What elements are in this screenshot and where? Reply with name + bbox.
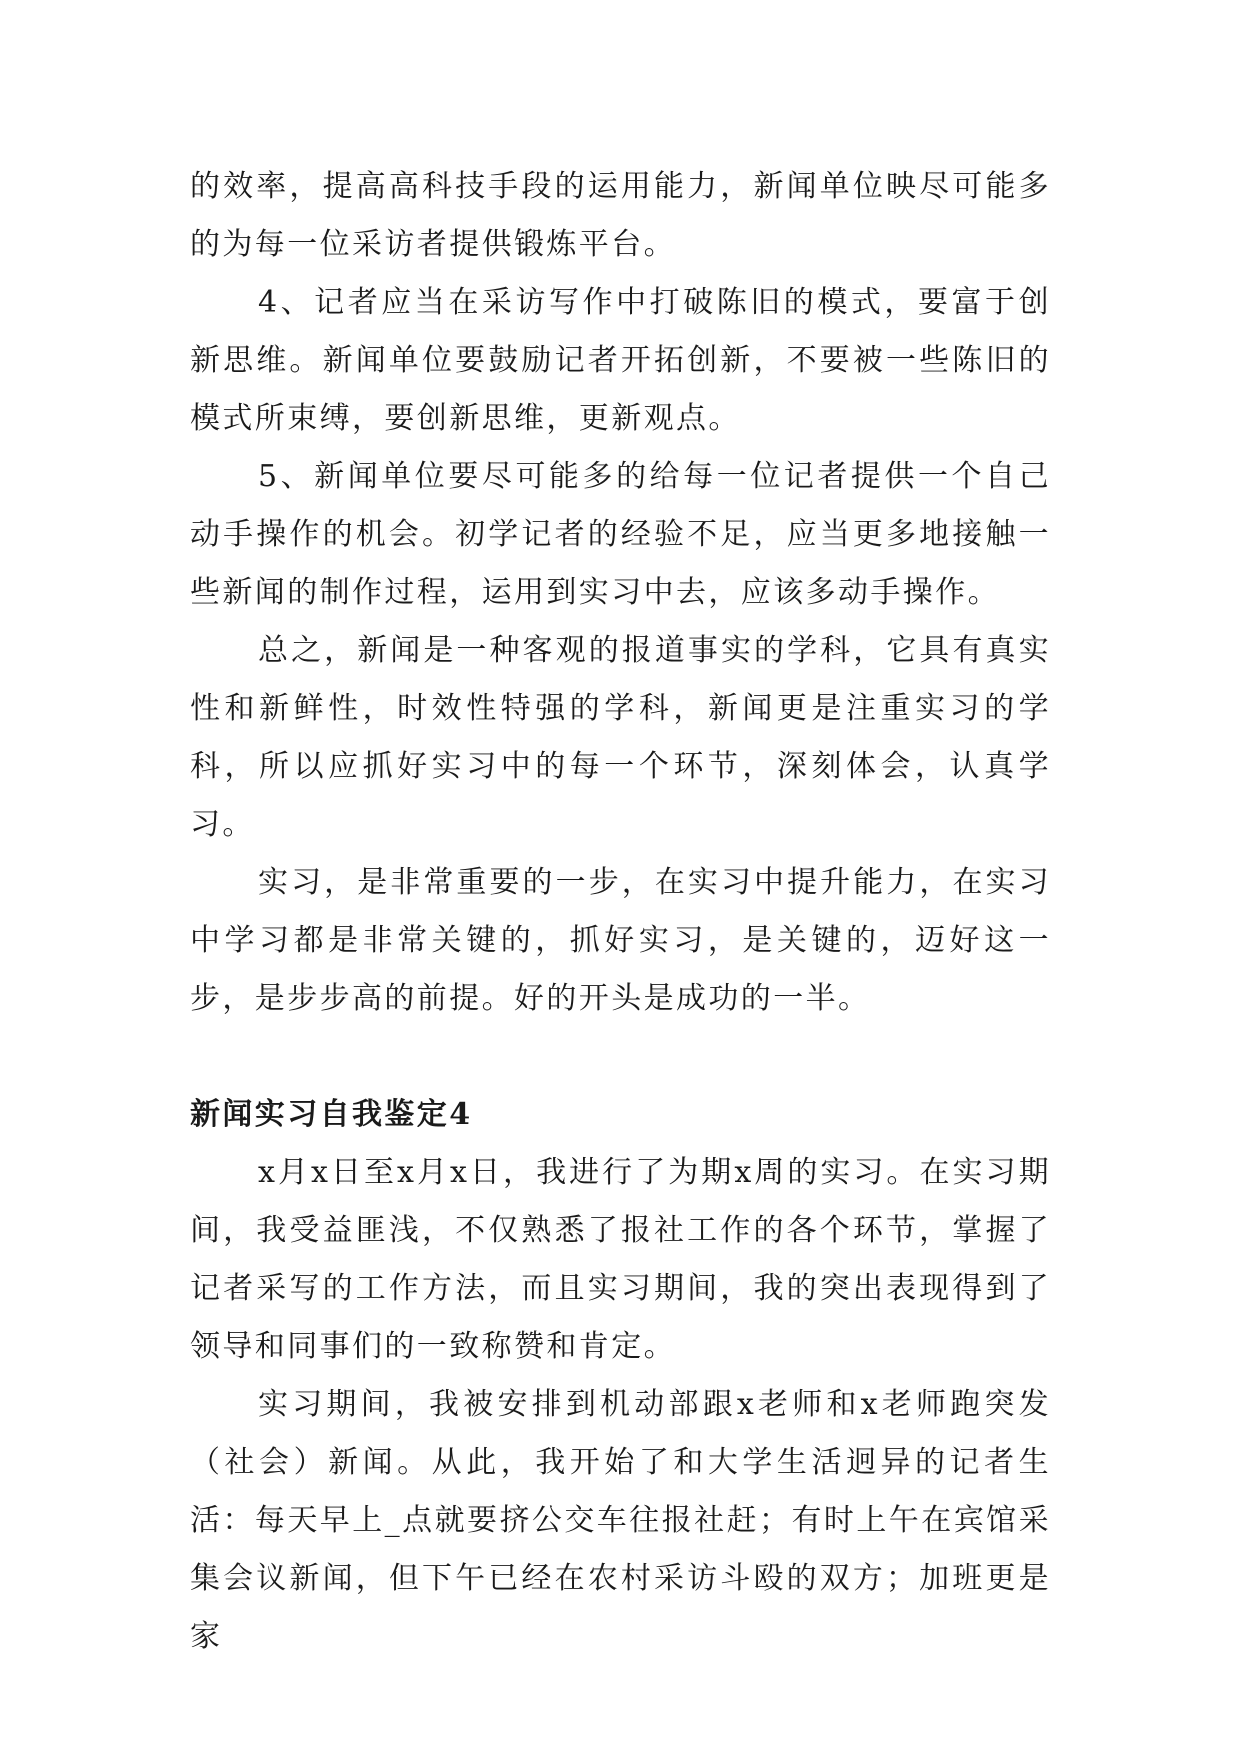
paragraph-point-4: 4、记者应当在采访写作中打破陈旧的模式，要富于创新思维。新闻单位要鼓励记者开拓创新，不要被一些陈旧的模式所束缚，要创新思维，更新观点。 [190, 285, 1051, 436]
paragraph-summary: 总之，新闻是一种客观的报道事实的学科，它具有真实性和新鲜性，时效性特强的学科，新闻更是注重实习的学科，所以应抓好实习中的每一个环节，深刻体会，认真学习。 [190, 633, 1051, 842]
section-heading: 新闻实习自我鉴定4 [190, 1097, 473, 1132]
paragraph-intro: x月x日至x月x日，我进行了为期x周的实习。在实习期间，我受益匪浅，不仅熟悉了报社工作的各个环节，掌握了记者采写的工作方法，而且实习期间，我的突出表现得到了领导和同事们的一致称赞和肯定。 [190, 1155, 1051, 1364]
paragraph-conclusion: 实习，是非常重要的一步，在实习中提升能力，在实习中学习都是非常关键的，抓好实习，是关键的，迈好这一步，是步步高的前提。好的开头是成功的一半。 [190, 865, 1051, 1016]
document-page [190, 158, 1051, 1666]
paragraph-assignment: 实习期间，我被安排到机动部跟x老师和x老师跑突发（社会）新闻。从此，我开始了和大学生活迥异的记者生活：每天早上_点就要挤公交车往报社赶；有时上午在宾馆采集会议新闻，但下午已经在农村采访斗殴的双方；加班更是家 [190, 1387, 1051, 1654]
paragraph-continuation: 的效率，提高高科技手段的运用能力，新闻单位映尽可能多的为每一位采访者提供锻炼平台。 [190, 169, 1051, 262]
paragraph-point-5: 5、新闻单位要尽可能多的给每一位记者提供一个自己动手操作的机会。初学记者的经验不足，应当更多地接触一些新闻的制作过程，运用到实习中去，应该多动手操作。 [190, 459, 1051, 610]
